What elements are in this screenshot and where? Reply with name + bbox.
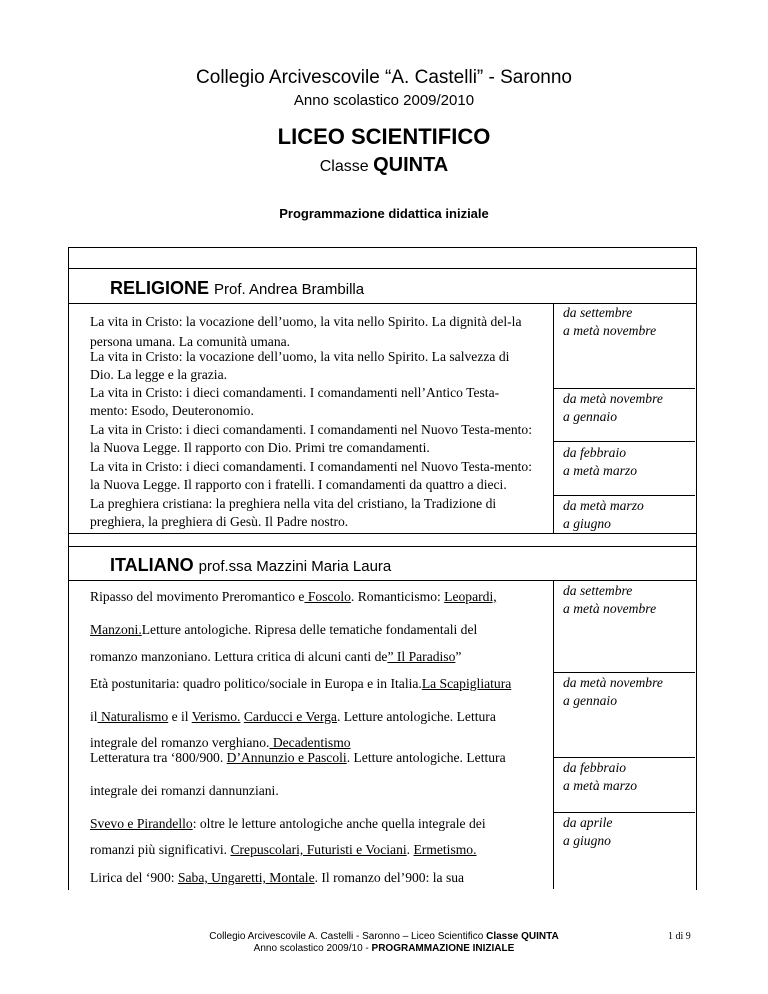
italiano-line-10: romanzi più significativi. Crepuscolari, Futuristi e Vociani. Ermetismo. [90,842,477,857]
religione-period-3 [563,390,693,426]
period-start: da settembre [563,583,633,598]
cell-rule [553,495,695,496]
italiano-line-7: Letteratura tra ‘800/900. D’Annunzio e Pascoli. Letture antologiche. Lettura [90,750,506,765]
italiano-line-6: integrale del romanzo verghiano. Decadentismo [90,735,351,750]
cell-rule [553,388,695,389]
religione-row-3: La vita in Cristo: i dieci comandamenti. I comandamenti nell’Antico Testa-mento: Esodo, Deuteronomio. [90,385,500,419]
italiano-line-9: Svevo e Pirandello: oltre le letture antologiche anche quella integrale dei [90,816,486,831]
period-end: a metà novembre [563,323,657,338]
period-end: a gennaio [563,409,617,424]
footer-line-1: Collegio Arcivescovile A. Castelli - Saronno – Liceo Scientifico Classe QUINTA [209,931,559,942]
cell-rule [553,441,695,442]
italiano-line-5: il Naturalismo e il Verismo. Carducci e Verga. Letture antologiche. Lettura [90,709,496,724]
page-number: 1 di 9 [668,931,691,942]
religione-period-6 [563,497,693,533]
period-start: da metà marzo [563,498,644,513]
programmazione-title: Programmazione didattica iniziale [279,206,489,221]
religione-row-6: La preghiera cristiana: la preghiera nella vita del cristiano, la Tradizione di preghiera, la preghiera di Gesù. Il Padre nostro. [90,496,497,530]
italiano-line-4: Età postunitaria: quadro politico/sociale in Europa e in Italia.La Scapigliatura [90,676,512,691]
school-year: Anno scolastico 2009/2010 [293,92,475,109]
school-name: Collegio Arcivescovile “A. Castelli” - Saronno [196,67,572,88]
italiano-period-2 [563,674,693,710]
period-end: a metà marzo [563,463,638,478]
italiano-line-11: Lirica del ‘900: Saba, Ungaretti, Montale. Il romanzo del’900: la sua [90,870,465,885]
table-rule [68,546,696,547]
italiano-line-1: Ripasso del movimento Preromantico e Foscolo. Romanticismo: Leopardi, [90,589,497,604]
subject-name: ITALIANO [110,555,194,575]
page-footer [0,931,768,955]
cell-rule [553,757,695,758]
period-end: a gennaio [563,693,617,708]
period-start: da febbraio [563,760,627,775]
religione-row-1: La vita in Cristo: la vocazione dell’uomo, la vita nello Spirito. La dignità del-la persona umana. La comunità umana. [90,314,522,349]
italiano-period-3 [563,759,693,795]
column-divider [553,580,554,889]
italiano-line-8: integrale dei romanzi dannunziani. [90,783,279,798]
cell-rule [553,672,695,673]
column-divider [553,303,554,533]
classe-label: Classe [319,158,369,175]
footer-line-2: Anno scolastico 2009/10 - PROGRAMMAZIONE INIZIALE [253,943,515,954]
period-start: da febbraio [563,445,627,460]
religione-row-4: La vita in Cristo: i dieci comandamenti. I comandamenti nel Nuovo Testa-mento: la Nuova Legge. Il rapporto con Dio. Primi tre comandamenti. [90,422,532,456]
religione-row-5: La vita in Cristo: i dieci comandamenti. I comandamenti nel Nuovo Testa-mento: la Nuova Legge. Il rapporto con i fratelli. I comandamenti da quattro a dieci. [90,459,532,493]
classe-heading [0,154,768,177]
table-rule [68,533,696,534]
italiano-period-1 [563,582,693,618]
religione-heading [110,278,364,299]
italiano-line-3: romanzo manzoniano. Lettura critica di alcuni canti de” Il Paradiso” [90,649,462,664]
liceo-title: LICEO SCIENTIFICO [277,124,491,149]
classe-value: QUINTA [373,154,449,176]
teacher-name: prof.ssa Mazzini Maria Laura [198,558,392,575]
table-rule [68,580,696,581]
teacher-name: Prof. Andrea Brambilla [214,281,365,298]
period-start: da aprile [563,815,613,830]
period-end: a metà marzo [563,778,638,793]
italiano-period-4 [563,814,693,850]
religione-period-1 [563,304,693,340]
religione-period-5 [563,444,693,480]
italiano-line-2: Manzoni.Letture antologiche. Ripresa delle tematiche fondamentali del [90,622,478,637]
subject-name: RELIGIONE [110,278,210,298]
period-end: a metà novembre [563,601,657,616]
table-rule [68,268,696,269]
italiano-heading [110,555,391,576]
period-start: da metà novembre [563,675,663,690]
religione-row-2: La vita in Cristo: la vocazione dell’uomo, la vita nello Spirito. La salvezza di Dio. La legge e la grazia. [90,349,510,383]
period-start: da settembre [563,305,633,320]
period-end: a giugno [563,833,611,848]
cell-rule [553,812,695,813]
period-start: da metà novembre [563,391,663,406]
period-end: a giugno [563,516,611,531]
